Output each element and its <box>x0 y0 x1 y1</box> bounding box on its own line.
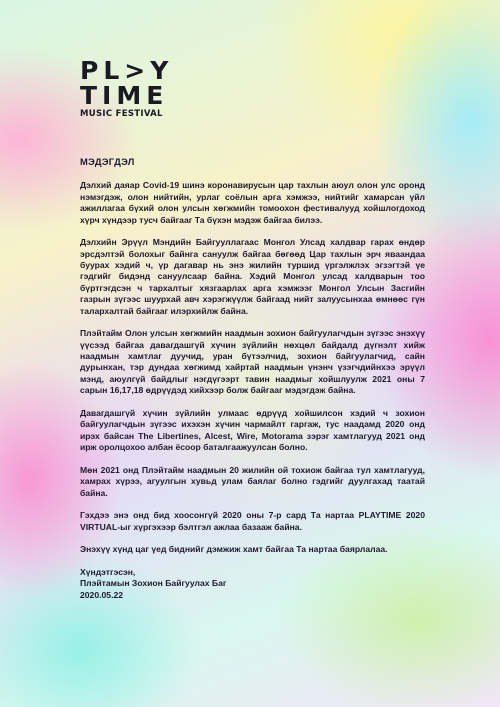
announcement <box>80 156 425 601</box>
logo-line-time: TIME <box>80 81 169 110</box>
signoff-date: 2020.05.22 <box>80 589 124 600</box>
signoff <box>80 567 425 601</box>
signoff-greeting: Хүндэтгэсэн, <box>80 566 136 577</box>
paragraph-2: Дэлхийн Эрүүл Мэндийн Байгууллагаас Монгол Улсад халдвар гарах өндөр эрсдэлтэй болохыг байнга сануулж байгаа бөгөөд Цар тахлын эрч яваандаа буурах хэдий ч, үр дагавар нь энэ жилийн туршид үргэлжлэх эгзэгтэй үе гэдгийг бидэнд сануулсаар байна. Хэдий Монгол улсад халдварын тоо бүртгэгдсэн ч тархалтыг хязгаарлах арга хэмжээг Монгол Улсын Засгийн газрын зүгээс шуурхай авч хэрэгжүүлж байгаад нийт залуусынхаа өмнөөс гүн талархалтай байгааг илэрхийлж байна. <box>80 237 425 316</box>
signoff-team: Плэйтамын Зохион Байгуулах Баг <box>80 578 227 589</box>
logo-line-music-festival: MUSIC FESTIVAL <box>80 109 163 119</box>
paragraph-5: Мөн 2021 онд Плэйтайм наадмын 20 жилийн ой тохиож байгаа тул хамтлагууд, хамрах хүрээ, агуулгын хувьд улам баялаг болно гэдгийг дуулгахад таатай байна. <box>80 464 425 498</box>
paragraph-3: Плэйтайм Олон улсын хөгжмийн наадмын зохион байгуулагчдын зүгээс энэхүү үүсээд байгаа давагдашгүй хүчин зүйлийн нөхцөл байдалд дүгнэлт хийж наадмын хамтлаг дуучид, уран бүтээлчид, зохион байгуулагчид, сайн дурынхан, тэр дундаа хөгжимд хайртай наадмын үнэнч үзэгчдийнхээ эрүүл мэнд, аюулгүй байдлыг нэгдүгээрт тавин наадмыг хойшлуулж 2021 оны 7 сарын 16,17,18 өдрүүдэд хийхээр болж байгааг мэдэгдэж байна. <box>80 328 425 396</box>
paragraph-4: Давагдашгүй хүчин зүйлийн улмаас өдрүүд хойшилсон хэдий ч зохион байгуулагчдын зүгээс ихэхэн хүчин чармайлт гаргаж, тус наадамд 2020 онд ирэх байсан The Libertines, Alcest, Wire, Motorama зэрэг хамтлагууд 2021 онд ирж оролцохоо албан ёсоор баталгаажуулсан болно. <box>80 407 425 453</box>
paragraph-6: Гэхдээ энэ онд бид хоосонгүй 2020 оны 7-р сард Та нартаа PLAYTIME 2020 VIRTUAL-ыг хүргэхээр бэлтгэл ажлаа базааж байна. <box>80 510 425 532</box>
paragraph-1: Дэлхий даяар Covid-19 шинэ коронавирусын цар тахлын аюул олон улс оронд нэмэгдэж, олон нийтийн, урлаг соёлын арга хэмжээ, нийтийг хамарсан үйл ажиллагаа бүхий олон улсын хөгжмийн томоохон фестивалууд хойшлогдоход хүрч хүндээр тусч байгааг Та бүхэн мэдэж байгаа билээ. <box>80 180 425 225</box>
logo-line-play: PL>Y <box>80 56 174 85</box>
playtime-logo <box>80 58 173 119</box>
announcement-heading: МЭДЭГДЭЛ <box>80 156 135 167</box>
paragraph-7: Энэхүү хүнд цаг үед биднийг дэмжиж хамт байгаа Та нартаа баярлалаа. <box>80 544 388 555</box>
